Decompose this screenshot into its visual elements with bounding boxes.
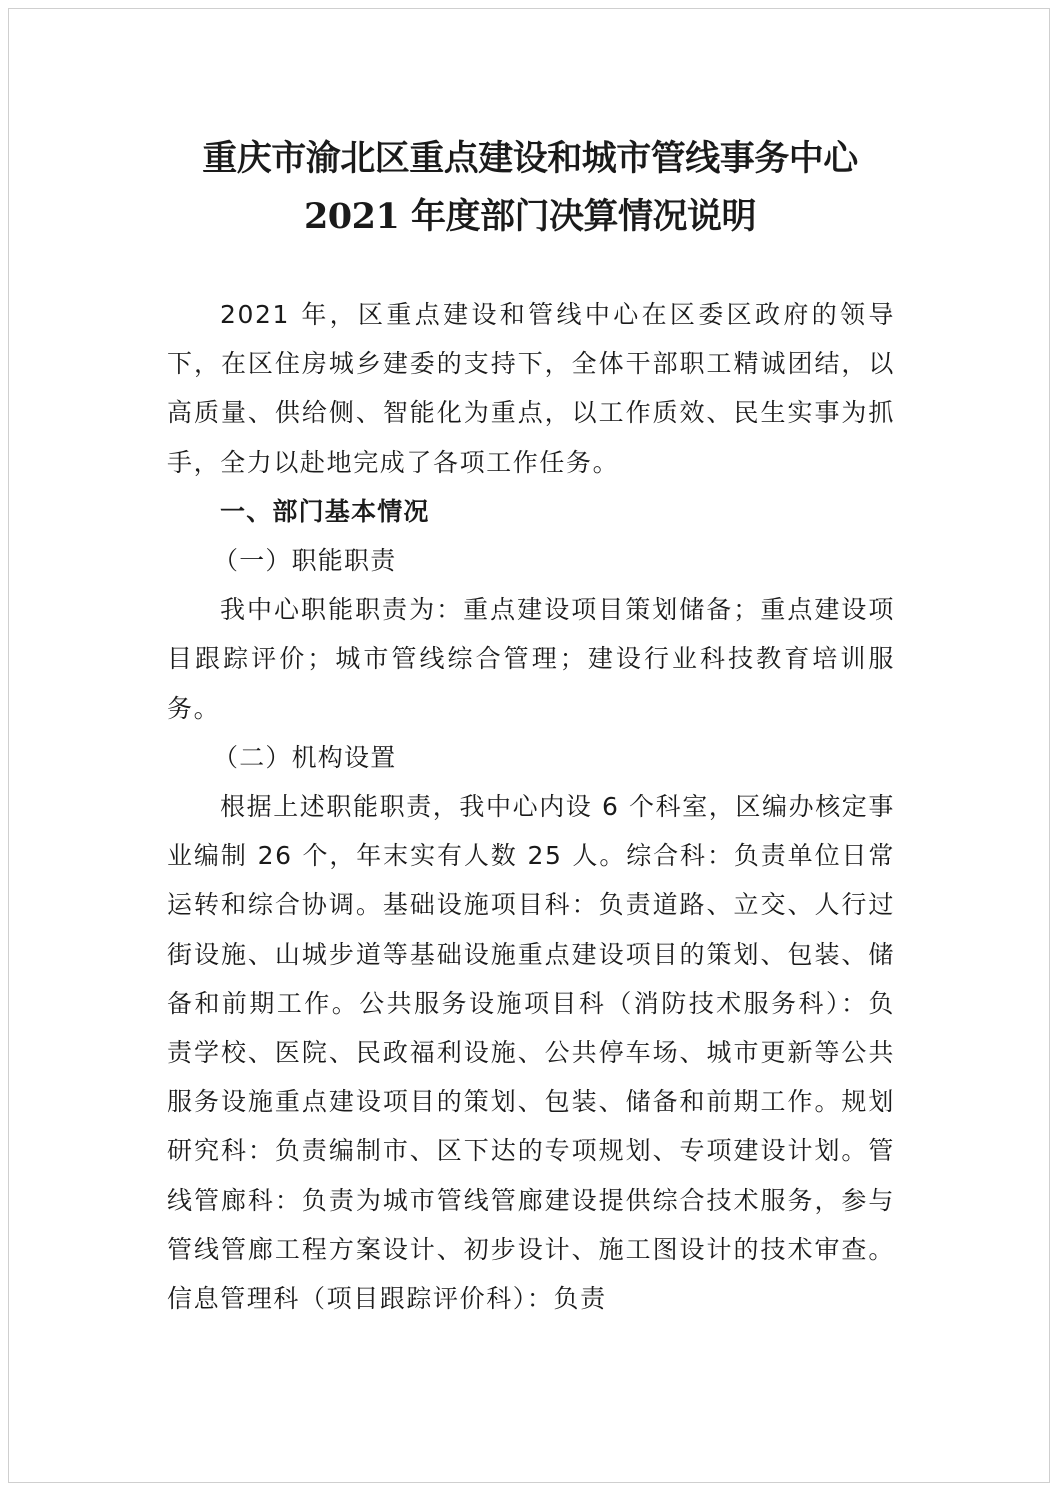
title-line-1: 重庆市渝北区重点建设和城市管线事务中心 bbox=[202, 138, 858, 179]
organization-paragraph: 根据上述职能职责，我中心内设 6 个科室，区编办核定事业编制 26 个，年末实有人数 25 人。综合科：负责单位日常运转和综合协调。基础设施项目科：负责道路、立交、人行过街设施、山城步道等基础设施重点建设项目的策划、包装、储备和前期工作。公共服务设施项目科（消防技术服务科）：负责学校、医院、民政福利设施、公共停车场、城市更新等公共服务设施重点建设项目的策划、包装、储备和前期工作。规划研究科：负责编制市、区下达的专项规划、专项建设计划。管线管廊科：负责为城市管线管廊建设提供综合技术服务，参与管线管廊工程方案设计、初步设计、施工图设计的技术审查。信息管理科（项目跟踪评价科）：负责 bbox=[167, 792, 896, 1314]
document-body bbox=[167, 290, 895, 1323]
document-title bbox=[0, 130, 1060, 246]
subsection-heading-organization: （二）机构设置 bbox=[213, 742, 397, 772]
intro-paragraph: 2021 年，区重点建设和管线中心在区委区政府的领导下，在区住房城乡建委的支持下，全体干部职工精诚团结，以高质量、供给侧、智能化为重点，以工作质效、民生实事为抓手，全力以赴地完成了各项工作任务。 bbox=[167, 300, 895, 477]
duties-paragraph: 我中心职能职责为：重点建设项目策划储备；重点建设项目跟踪评价；城市管线综合管理；建设行业科技教育培训服务。 bbox=[167, 595, 895, 723]
subsection-heading-duties: （一）职能职责 bbox=[213, 546, 397, 576]
title-line-2: 2021 年度部门决算情况说明 bbox=[303, 196, 757, 237]
section-heading-basic-info: 一、部门基本情况 bbox=[220, 496, 430, 526]
